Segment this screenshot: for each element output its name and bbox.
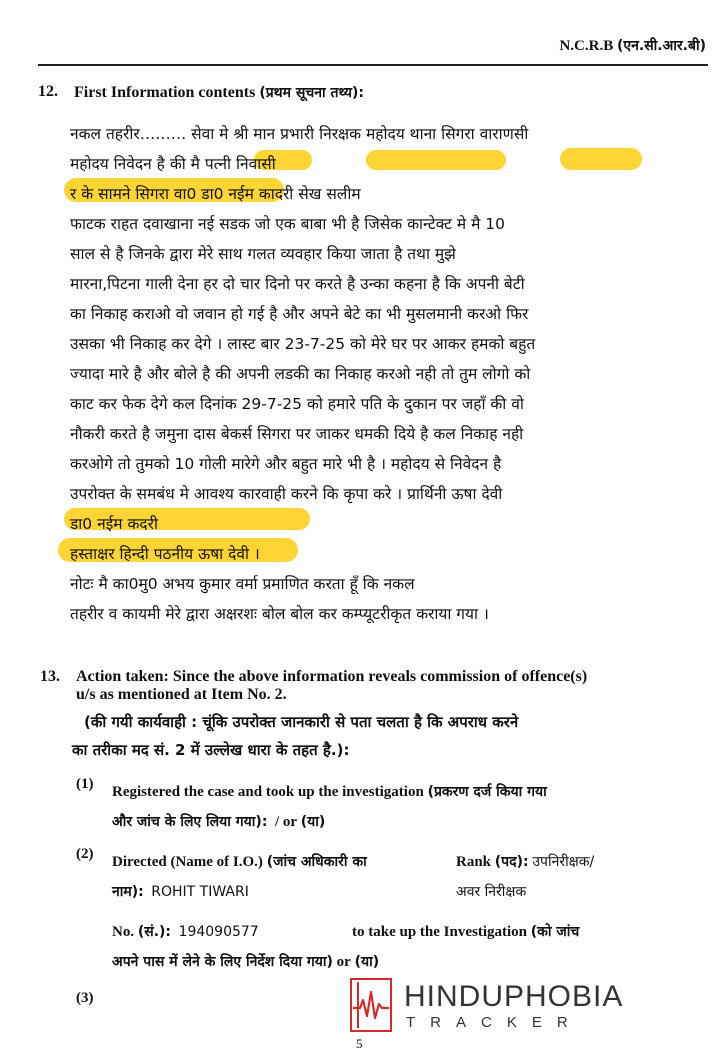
item-1-text-hi: (प्रकरण दर्ज किया गया <box>427 784 547 800</box>
section-13-title-line1: Action taken: Since the above information reveals commission of offence(s) <box>76 668 588 685</box>
item-2-no-en: No. <box>112 924 135 940</box>
item-2-take-en: to take up the Investigation <box>352 924 528 940</box>
item-2-or: or <box>336 954 351 970</box>
item-2-take-hi: (को जांच <box>530 924 580 940</box>
fir-line: नोटः मै का0मु0 अभय कुमार वर्मा प्रमाणित करता हूँ कि नकल <box>70 575 415 593</box>
watermark-sub: TRACKER <box>406 1014 583 1031</box>
fir-line: र के सामने सिगरा वा0 डा0 नईम कादरी सेख सलीम <box>70 185 361 203</box>
item-1-number: (1) <box>76 776 94 792</box>
fir-line: नकल तहरीर……… सेवा मे श्री मान प्रभारी निरक्षक महोदय थाना सिगरा वाराणसी <box>70 125 529 143</box>
page-header <box>559 36 706 55</box>
item-1-text-en: Registered the case and took up the investigation <box>112 784 424 800</box>
fir-line: ज्यादा मारे है और बोले है की अपनी लडकी का निकाह करओ नही तो तुम लोगो को <box>70 365 531 383</box>
item-2-rank-value1: उपनिरीक्षक/ <box>532 854 595 870</box>
heartbeat-book-icon <box>350 978 392 1032</box>
item-2-rank <box>456 852 594 871</box>
item-2-naam-hi: नाम): <box>112 884 144 900</box>
fir-line: करओगे तो तुमको 10 गोली मारेगे और बहुत मारे भी है । महोदय से निवेदन है <box>70 455 502 473</box>
item-2-take-row <box>352 922 579 941</box>
fir-line: काट कर फेक देगे कल दिनांक 29-7-25 को हमारे पति के दुकान पर जहाँ की वो <box>70 395 524 413</box>
fir-line: साल से है जिनके द्वारा मेरे साथ गलत व्यवहार किया जाता है तथा मुझे <box>70 245 456 263</box>
fir-line: महोदय निवेदन है की मै पत्नी निवासी <box>70 155 276 173</box>
section-13-title-line2: u/s as mentioned at Item No. 2. <box>76 686 287 703</box>
fir-line: का निकाह कराओ वो जवान हो गई है और अपने बेटे का भी मुसलमानी करओ फिर <box>70 305 529 323</box>
fir-line: फाटक राहत दवाखाना नई सडक जो एक बाबा भी है जिसेक कान्टेक्ट मे मै 10 <box>70 215 506 233</box>
item-2-rank-en: Rank <box>456 854 492 870</box>
item-2-name-row <box>112 882 249 901</box>
section-13-number: 13. <box>40 668 60 685</box>
fir-line: हस्ताक्षर हिन्दी पठनीय ऊषा देवी । <box>70 545 260 563</box>
watermark-word: HINDUPHOBIA <box>404 980 624 1013</box>
item-2-number: (2) <box>76 846 94 862</box>
item-2-ya: (या) <box>354 954 380 970</box>
section-12-title <box>74 84 364 102</box>
item-3-number: (3) <box>76 990 94 1006</box>
item-2-instruction-row <box>112 952 379 971</box>
redaction-mark <box>366 150 506 170</box>
item-2-no-hi: (सं.): <box>137 924 172 940</box>
fir-line: उपरोक्त के समबंध मे आवश्य कारवाही करने कि कृपा करे । प्रार्थिनी ऊषा देवी <box>70 485 503 503</box>
item-1-or: / or <box>274 814 298 830</box>
item-2-directed-hi: (जांच अधिकारी का <box>266 854 367 870</box>
item-2-directed-en: Directed (Name of I.O.) <box>112 854 263 870</box>
item-2-instruction-hi: अपने पास में लेने के लिए निर्देश दिया गया) <box>112 954 333 970</box>
section-13-hindi-line1: (की गयी कार्यवाही : चूंकि उपरोक्त जानकारी से पता चलता है कि अपराध करने <box>84 713 519 731</box>
item-2-rank-hi: (पद): <box>494 854 529 870</box>
io-number: 194090577 <box>178 924 259 940</box>
item-1-line1 <box>112 782 547 801</box>
fir-line: तहरीर व कायमी मेरे द्वारा अक्षरशः बोल बोल कर कम्प्यूटरीकृत कराया गया । <box>70 605 489 623</box>
header-divider <box>38 64 708 66</box>
section-12-title-hi: (प्रथम सूचना तथ्य): <box>259 85 364 101</box>
fir-line: डा0 नईम कदरी <box>70 515 158 533</box>
watermark-logo <box>350 978 640 1036</box>
item-2-rank-value2: अवर निरीक्षक <box>456 884 527 900</box>
item-1-line2 <box>112 812 325 831</box>
section-12-number: 12. <box>38 83 58 100</box>
item-2-no-row <box>112 922 259 941</box>
fir-line: उसका भी निकाह कर देगे । लास्ट बार 23-7-25 को मेरे घर पर आकर हमको बहुत <box>70 335 536 353</box>
section-12-title-en: First Information contents <box>74 84 256 101</box>
item-1-text-hi-2: और जांच के लिए लिया गया): <box>112 814 268 830</box>
section-13-hindi-line2: का तरीका मद सं. 2 में उल्लेख धारा के तहत है.): <box>72 741 350 759</box>
redaction-mark <box>560 148 642 170</box>
item-2-directed <box>112 852 367 871</box>
page-number: 5 <box>356 1036 363 1051</box>
fir-line: मारना,पिटना गाली देना हर दो चार दिनो पर करते है उन्का कहना है कि अपनी बेटी <box>70 275 525 293</box>
org-name-hi: (एन.सी.आर.बी) <box>616 38 706 54</box>
item-2-rank-row2 <box>456 882 526 901</box>
io-name: ROHIT TIWARI <box>151 884 249 900</box>
item-1-ya: (या) <box>300 814 326 830</box>
fir-line: नौकरी करते है जमुना दास बेकर्स सिगरा पर जाकर धमकी दिये है कल निकाह नही <box>70 425 524 443</box>
org-name-en: N.C.R.B <box>559 38 614 54</box>
